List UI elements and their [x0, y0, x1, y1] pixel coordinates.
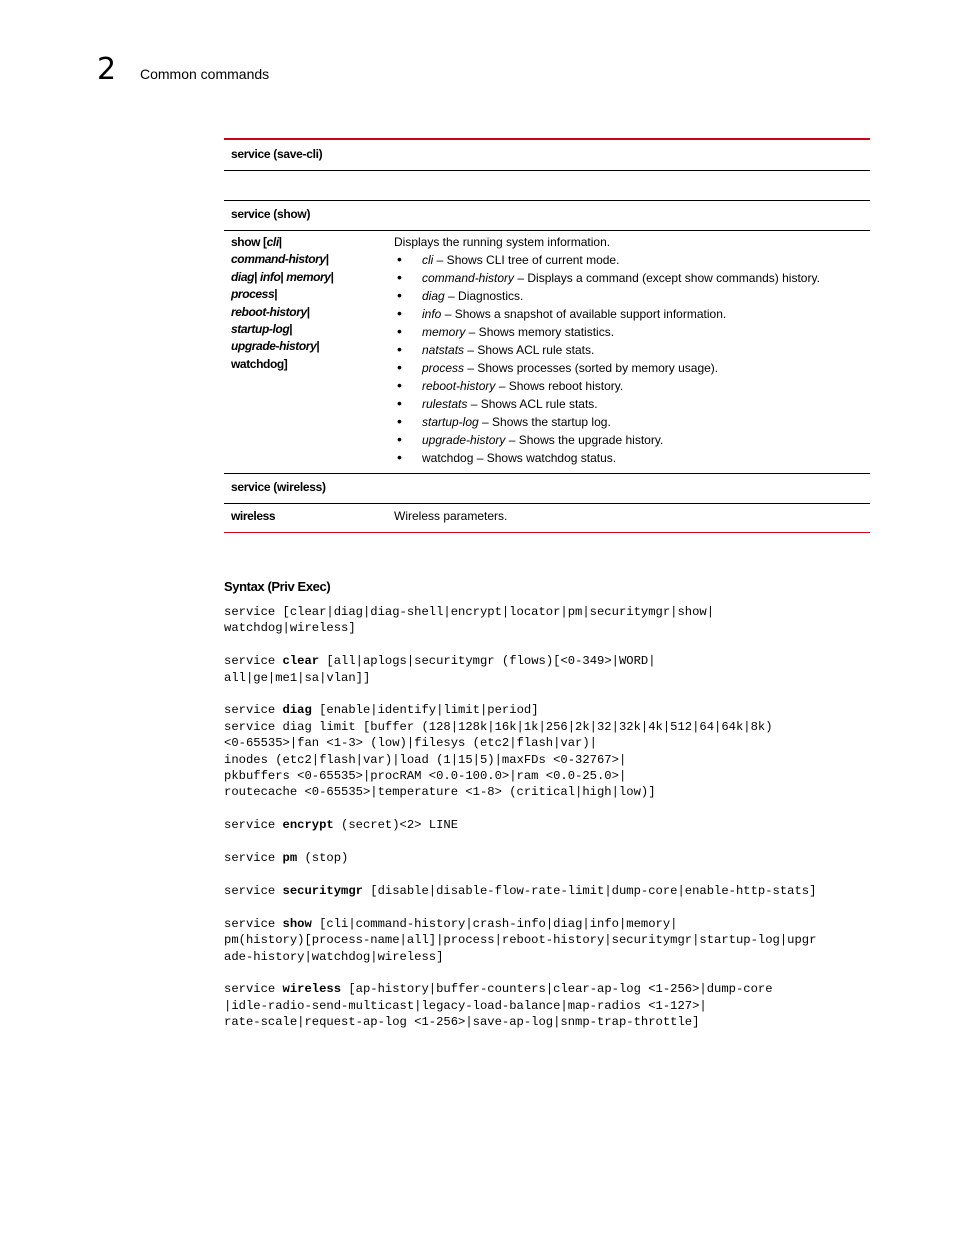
code-line: service show [cli|command-history|crash-info|diag|info|memory|	[224, 916, 678, 931]
bullet-item	[394, 341, 870, 359]
code-line: service wireless [ap-history|buffer-counters|clear-ap-log <1-256>|dump-core	[224, 982, 773, 997]
bullet-term: process	[422, 361, 465, 375]
code-line: all|ge|me1|sa|vlan]]	[224, 670, 371, 685]
bullet-term: info	[422, 307, 442, 321]
bullet-term: diag	[422, 289, 445, 303]
section-title-show: service (show)	[231, 207, 311, 221]
section-title-wireless: service (wireless)	[231, 480, 326, 494]
code-line: service [clear|diag|diag-shell|encrypt|locator|pm|securitymgr|show|	[224, 605, 715, 619]
bullet-text: – Shows the upgrade history.	[505, 433, 664, 447]
param-line: reboot-history|	[231, 304, 310, 319]
bullet-term: natstats	[422, 343, 465, 357]
command-keyword: clear	[282, 654, 320, 669]
code-line: service diag limit [buffer (128|128k|16k|1k|256|2k|32|32k|4k|512|64|64k|8k)	[224, 719, 773, 734]
show-param-row	[224, 231, 870, 473]
code-line: inodes (etc2|flash|var)|load (1|15|5)|maxFDs <0-32767>|	[224, 752, 627, 767]
bullet-term: command-history	[422, 271, 515, 285]
chapter-number: 2	[97, 52, 117, 87]
param-line: command-history|	[231, 252, 329, 267]
bullet-term: cli	[422, 253, 434, 267]
code-line: pkbuffers <0-65535>|procRAM <0.0-100.0>|ram <0.0-25.0>|	[224, 769, 627, 784]
bullet-text: – Shows ACL rule stats.	[467, 397, 598, 411]
bullet-text: watchdog – Shows watchdog status.	[422, 451, 617, 465]
code-line: |idle-radio-send-multicast|legacy-load-balance|map-radios <1-127>|	[224, 998, 707, 1013]
bullet-term: upgrade-history	[422, 433, 506, 447]
bullet-item	[394, 287, 870, 305]
bullet-text: – Shows a snapshot of available support information.	[441, 307, 727, 321]
bullet-term: rulestats	[422, 397, 468, 411]
code-line: service diag [enable|identify|limit|period]	[224, 703, 539, 718]
bullet-item	[394, 359, 870, 377]
show-bullet-list	[394, 251, 870, 467]
syntax-heading: Syntax (Priv Exec)	[224, 579, 331, 594]
param-line: show [cli|	[231, 235, 282, 249]
bullet-term: startup-log	[422, 415, 479, 429]
syntax-code-block	[224, 604, 816, 1031]
code-line: <0-65535>|fan <1-3> (low)|filesys (etc2|flash|var)|	[224, 736, 597, 751]
bullet-item	[394, 431, 870, 449]
command-keyword: pm	[282, 851, 298, 866]
wireless-description: Wireless parameters.	[394, 509, 508, 523]
bullet-term: memory	[422, 325, 466, 339]
bullet-item	[394, 323, 870, 341]
section-row-wireless	[224, 474, 870, 503]
bullet-text: – Diagnostics.	[444, 289, 524, 303]
code-line: service pm (stop)	[224, 851, 349, 866]
code-line: routecache <0-65535>|temperature <1-8> (critical|high|low)]	[224, 785, 656, 800]
wireless-param: wireless	[231, 509, 276, 523]
chapter-title: Common commands	[140, 66, 270, 82]
bullet-text: – Shows memory statistics.	[465, 325, 615, 339]
wireless-param-row	[224, 504, 870, 532]
show-description-cell	[388, 233, 870, 467]
bullet-item	[394, 251, 870, 269]
command-keyword: show	[282, 916, 312, 931]
section-row-show	[224, 201, 870, 230]
command-keyword: diag	[282, 703, 312, 718]
section-row-save-cli	[224, 140, 870, 170]
param-line: diag| info| memory|	[231, 269, 334, 284]
bullet-item	[394, 269, 870, 287]
bullet-item	[394, 395, 870, 413]
param-line: upgrade-history|	[231, 339, 320, 354]
bullet-text: – Shows reboot history.	[495, 379, 624, 393]
bullet-item	[394, 413, 870, 431]
code-line: service clear [all|aplogs|securitymgr (flows)[<0-349>|WORD|	[224, 654, 656, 669]
param-line: startup-log|	[231, 322, 293, 337]
table-bottom-rule	[224, 532, 870, 533]
show-param-cell	[224, 233, 388, 467]
code-line: pm(history)[process-name|all]|process|reboot-history|securitymgr|startup-log|upgr	[224, 933, 817, 948]
bullet-text: – Shows ACL rule stats.	[464, 343, 595, 357]
bullet-item	[394, 377, 870, 395]
bullet-item	[394, 305, 870, 323]
param-line: watchdog]	[231, 356, 288, 371]
command-keyword: securitymgr	[282, 883, 363, 898]
code-line: rate-scale|request-ap-log <1-256>|save-ap-log|snmp-trap-throttle]	[224, 1015, 700, 1030]
section-title-save-cli: service (save-cli)	[231, 147, 323, 161]
show-description: Displays the running system information.	[394, 235, 611, 249]
code-line: watchdog|wireless]	[224, 621, 356, 636]
command-table	[224, 138, 870, 533]
code-line: ade-history|watchdog|wireless]	[224, 949, 444, 964]
command-keyword: encrypt	[282, 818, 334, 833]
code-line: service encrypt (secret)<2> LINE	[224, 818, 459, 833]
bullet-item	[394, 449, 870, 467]
empty-row	[224, 171, 870, 200]
bullet-text: – Displays a command (except show commands) history.	[514, 271, 820, 285]
param-line: process|	[231, 287, 278, 302]
bullet-text: – Shows CLI tree of current mode.	[433, 253, 620, 267]
command-keyword: wireless	[282, 982, 342, 997]
code-line: service securitymgr [disable|disable-flow-rate-limit|dump-core|enable-http-stats]	[224, 883, 817, 898]
bullet-text: – Shows processes (sorted by memory usage).	[464, 361, 719, 375]
bullet-term: reboot-history	[422, 379, 496, 393]
bullet-text: – Shows the startup log.	[478, 415, 611, 429]
